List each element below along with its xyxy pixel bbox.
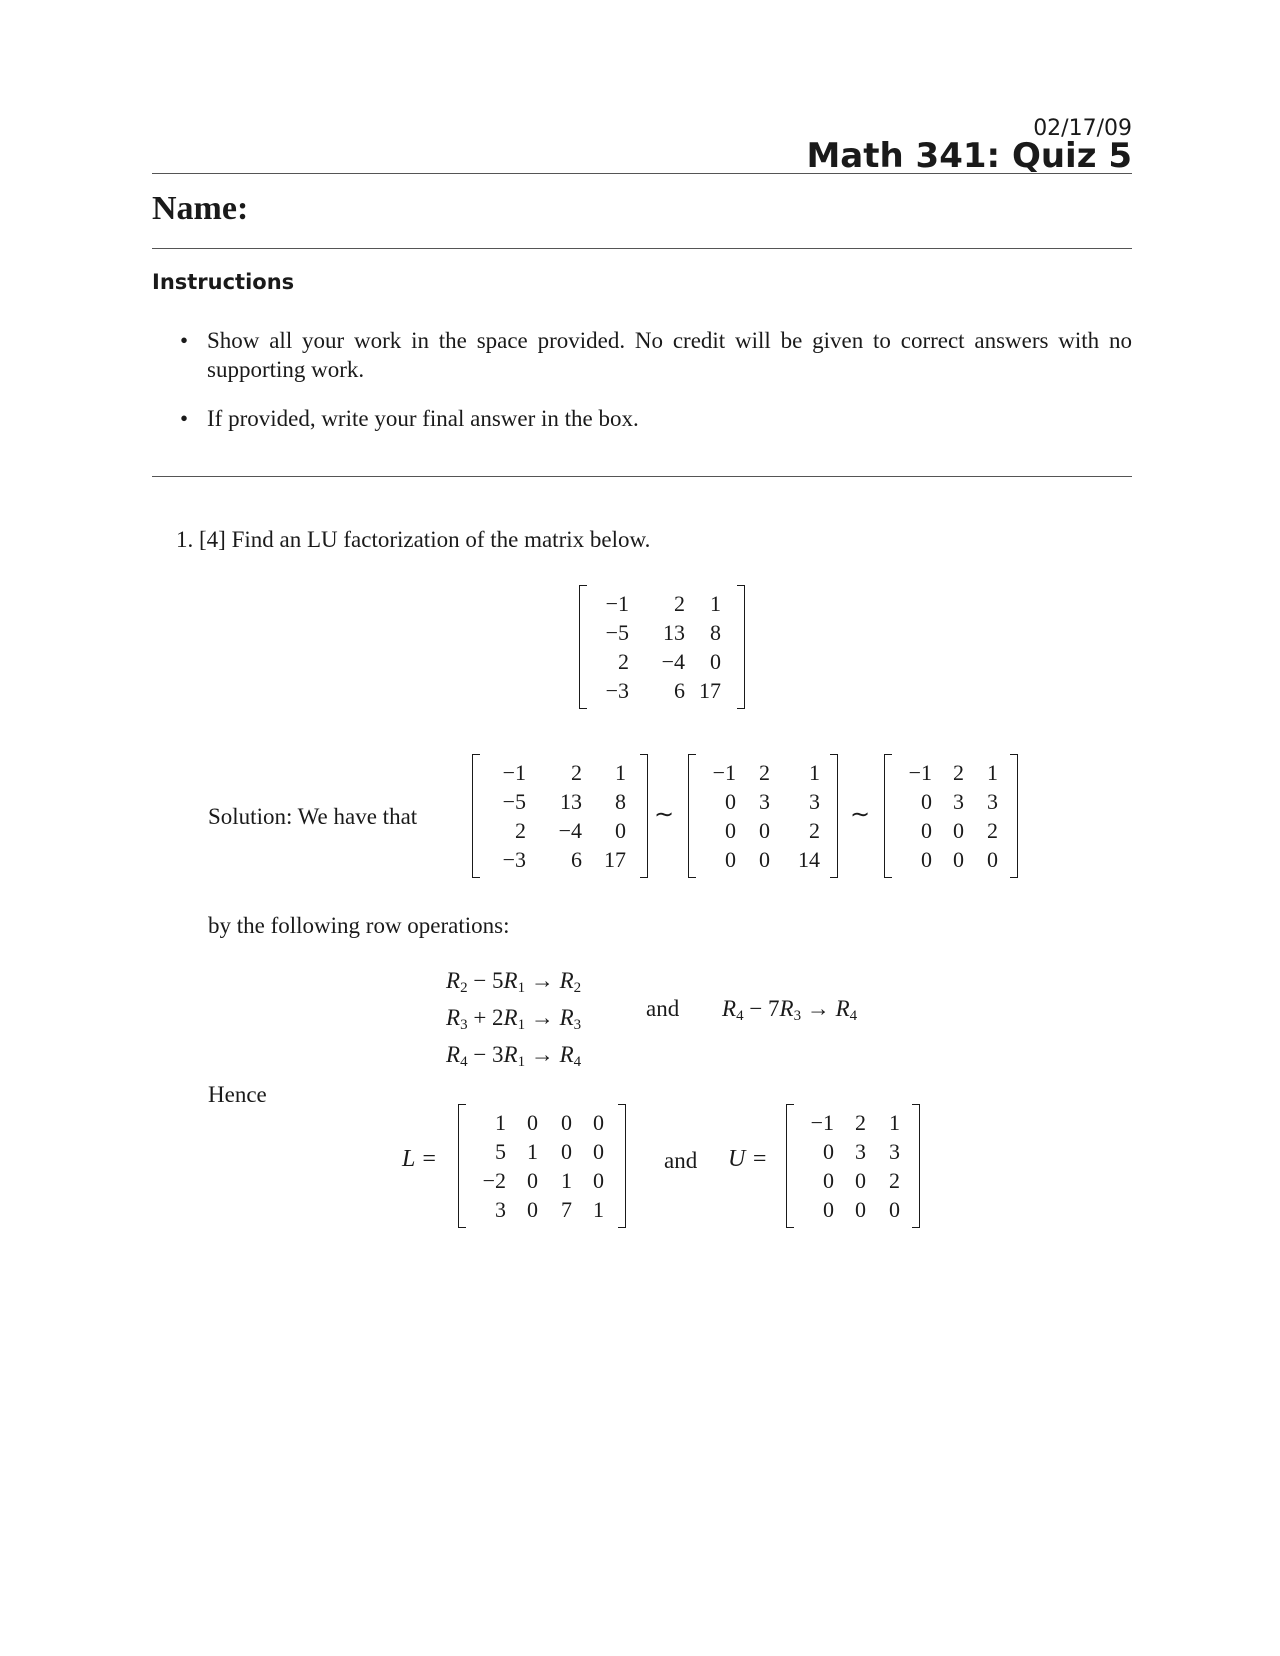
matrix-row bbox=[796, 1137, 900, 1166]
matrix-entry: 3 bbox=[953, 789, 964, 814]
instructions-heading: Instructions bbox=[152, 270, 295, 294]
matrix-entry: 1 bbox=[593, 1197, 604, 1222]
matrix-row bbox=[589, 647, 721, 676]
matrix-entry: 1 bbox=[889, 1110, 900, 1135]
matrix-row bbox=[698, 816, 820, 845]
matrix-row bbox=[698, 787, 820, 816]
matrix-entry: 17 bbox=[699, 678, 721, 703]
matrix-row bbox=[589, 589, 721, 618]
matrix-entry: −3 bbox=[502, 847, 526, 872]
left-bracket bbox=[472, 754, 480, 878]
hence-label: Hence bbox=[208, 1082, 267, 1107]
matrix-grid bbox=[468, 1108, 604, 1224]
matrix-entry: 0 bbox=[987, 847, 998, 872]
right-bracket bbox=[830, 754, 838, 878]
matrix-entry: 0 bbox=[921, 789, 932, 814]
matrix-entry: −1 bbox=[605, 591, 629, 616]
matrix-row bbox=[468, 1195, 604, 1224]
matrix-entry: −1 bbox=[908, 760, 932, 785]
matrix-entry: 2 bbox=[953, 760, 964, 785]
name-rule bbox=[152, 248, 1132, 249]
right-bracket bbox=[640, 754, 648, 878]
row-operation: $R_4 - 7R_3 \to R_4$ bbox=[722, 996, 858, 1024]
matrix-entry: 0 bbox=[823, 1197, 834, 1222]
matrix-entry: 0 bbox=[725, 818, 736, 843]
matrix-row bbox=[482, 758, 626, 787]
matrix-entry: −1 bbox=[810, 1110, 834, 1135]
matrix-entry: −2 bbox=[482, 1168, 506, 1193]
matrix-entry: 17 bbox=[604, 847, 626, 872]
left-bracket bbox=[688, 754, 696, 878]
matrix-row bbox=[894, 787, 998, 816]
right-bracket bbox=[618, 1104, 626, 1228]
matrix-entry: 2 bbox=[889, 1168, 900, 1193]
matrix-entry: 0 bbox=[759, 847, 770, 872]
left-bracket bbox=[579, 585, 587, 709]
matrix-row bbox=[482, 845, 626, 874]
matrix-grid bbox=[482, 758, 626, 874]
matrix-row bbox=[698, 758, 820, 787]
matrix-row bbox=[796, 1195, 900, 1224]
problem-matrix bbox=[579, 585, 745, 709]
matrix-entry: 0 bbox=[953, 847, 964, 872]
quiz-title: Math 341: Quiz 5 bbox=[806, 136, 1132, 176]
matrix-entry: 2 bbox=[618, 649, 629, 674]
matrix-entry: 0 bbox=[921, 847, 932, 872]
L-matrix bbox=[458, 1104, 626, 1228]
matrix-entry: 1 bbox=[809, 760, 820, 785]
problem-statement: 1. [4] Find an LU factorization of the matrix below. bbox=[176, 527, 651, 552]
matrix-entry: 0 bbox=[527, 1110, 538, 1135]
matrix-entry: 3 bbox=[759, 789, 770, 814]
matrix-entry: 0 bbox=[725, 789, 736, 814]
matrix-entry: −5 bbox=[502, 789, 526, 814]
matrix-entry: 13 bbox=[560, 789, 582, 814]
matrix-entry: 0 bbox=[823, 1139, 834, 1164]
matrix-entry: 0 bbox=[823, 1168, 834, 1193]
matrix-row bbox=[796, 1166, 900, 1195]
matrix-row bbox=[482, 816, 626, 845]
matrix-entry: 6 bbox=[674, 678, 685, 703]
matrix-entry: 3 bbox=[809, 789, 820, 814]
instruction-text: If provided, write your final answer in the box. bbox=[207, 406, 639, 431]
matrix-entry: 0 bbox=[710, 649, 721, 674]
matrix-row bbox=[468, 1166, 604, 1195]
row-operations bbox=[446, 966, 581, 1077]
and-label: and bbox=[664, 1148, 698, 1173]
header-rule bbox=[152, 173, 1132, 174]
right-bracket bbox=[737, 585, 745, 709]
left-bracket bbox=[458, 1104, 466, 1228]
matrix-entry: 2 bbox=[809, 818, 820, 843]
matrix-entry: 2 bbox=[515, 818, 526, 843]
instruction-text: Show all your work in the space provided. No credit will be given to correct answers with no supporting work. bbox=[207, 328, 1132, 382]
matrix-entry: −1 bbox=[502, 760, 526, 785]
left-bracket bbox=[786, 1104, 794, 1228]
matrix-entry: 3 bbox=[987, 789, 998, 814]
matrix-entry: 0 bbox=[953, 818, 964, 843]
matrix-grid bbox=[698, 758, 820, 874]
matrix-row bbox=[468, 1108, 604, 1137]
row-operation: $R_3 + 2R_1 \to R_3$ bbox=[446, 1005, 582, 1033]
matrix-entry: 1 bbox=[561, 1168, 572, 1193]
matrix-entry: 13 bbox=[663, 620, 685, 645]
matrix-entry: 0 bbox=[527, 1197, 538, 1222]
matrix-entry: 0 bbox=[593, 1139, 604, 1164]
U-label-text: U = bbox=[728, 1146, 768, 1172]
matrix-entry: 6 bbox=[571, 847, 582, 872]
matrix-entry: 0 bbox=[561, 1139, 572, 1164]
row-ops-intro: by the following row operations: bbox=[208, 913, 510, 938]
matrix-entry: 8 bbox=[710, 620, 721, 645]
matrix-entry: 2 bbox=[571, 760, 582, 785]
matrix-entry: 5 bbox=[495, 1139, 506, 1164]
matrix-entry: 0 bbox=[593, 1110, 604, 1135]
matrix-entry: 1 bbox=[495, 1110, 506, 1135]
matrix-entry: 0 bbox=[759, 818, 770, 843]
matrix-entry: 1 bbox=[710, 591, 721, 616]
L-label-text: L = bbox=[402, 1146, 438, 1172]
instruction-item bbox=[180, 326, 1130, 386]
step-matrix-final bbox=[884, 754, 1018, 878]
row-ops-connector: and bbox=[646, 996, 680, 1021]
row-operation: $R_2 - 5R_1 \to R_2$ bbox=[446, 968, 582, 996]
matrix-entry: 1 bbox=[527, 1139, 538, 1164]
matrix-entry: 2 bbox=[987, 818, 998, 843]
matrix-entry: 8 bbox=[615, 789, 626, 814]
matrix-row bbox=[468, 1137, 604, 1166]
matrix-entry: 2 bbox=[855, 1110, 866, 1135]
matrix-entry: −4 bbox=[661, 649, 685, 674]
matrix-grid bbox=[589, 589, 721, 705]
quiz-date: 02/17/09 bbox=[1033, 116, 1132, 141]
matrix-row bbox=[589, 676, 721, 705]
instruction-item bbox=[180, 404, 1130, 434]
matrix-row bbox=[894, 845, 998, 874]
matrix-entry: 3 bbox=[889, 1139, 900, 1164]
U-label bbox=[728, 1146, 768, 1173]
matrix-row bbox=[894, 758, 998, 787]
matrix-grid bbox=[894, 758, 998, 874]
matrix-entry: 0 bbox=[921, 818, 932, 843]
matrix-grid bbox=[796, 1108, 900, 1224]
matrix-entry: −1 bbox=[712, 760, 736, 785]
matrix-entry: 14 bbox=[798, 847, 820, 872]
bullet-icon: • bbox=[180, 328, 189, 353]
matrix-entry: −3 bbox=[605, 678, 629, 703]
name-label: Name: bbox=[152, 190, 249, 227]
matrix-row bbox=[796, 1108, 900, 1137]
matrix-row bbox=[589, 618, 721, 647]
matrix-row bbox=[698, 845, 820, 874]
row-operation: $R_4 - 3R_1 \to R_4$ bbox=[446, 1042, 582, 1070]
matrix-entry: 2 bbox=[674, 591, 685, 616]
instructions-rule bbox=[152, 476, 1132, 477]
matrix-entry: 3 bbox=[495, 1197, 506, 1222]
left-bracket bbox=[884, 754, 892, 878]
matrix-entry: 0 bbox=[593, 1168, 604, 1193]
L-label bbox=[402, 1146, 437, 1173]
equivalence-symbol: ∼ bbox=[654, 802, 675, 828]
matrix-row bbox=[482, 787, 626, 816]
matrix-entry: −4 bbox=[558, 818, 582, 843]
matrix-entry: 3 bbox=[855, 1139, 866, 1164]
matrix-entry: 0 bbox=[855, 1168, 866, 1193]
step-matrix-intermediate bbox=[688, 754, 838, 878]
matrix-row bbox=[894, 816, 998, 845]
matrix-entry: −5 bbox=[605, 620, 629, 645]
matrix-entry: 0 bbox=[527, 1168, 538, 1193]
bullet-icon: • bbox=[180, 406, 189, 431]
matrix-entry: 7 bbox=[561, 1197, 572, 1222]
solution-label: Solution: We have that bbox=[208, 804, 418, 829]
matrix-entry: 0 bbox=[561, 1110, 572, 1135]
U-matrix bbox=[786, 1104, 920, 1228]
right-bracket bbox=[1010, 754, 1018, 878]
right-bracket bbox=[912, 1104, 920, 1228]
matrix-entry: 1 bbox=[987, 760, 998, 785]
matrix-entry: 2 bbox=[759, 760, 770, 785]
step-matrix-original bbox=[472, 754, 648, 878]
matrix-entry: 0 bbox=[725, 847, 736, 872]
equivalence-symbol: ∼ bbox=[850, 802, 871, 828]
matrix-entry: 1 bbox=[615, 760, 626, 785]
matrix-entry: 0 bbox=[889, 1197, 900, 1222]
matrix-entry: 0 bbox=[615, 818, 626, 843]
matrix-entry: 0 bbox=[855, 1197, 866, 1222]
